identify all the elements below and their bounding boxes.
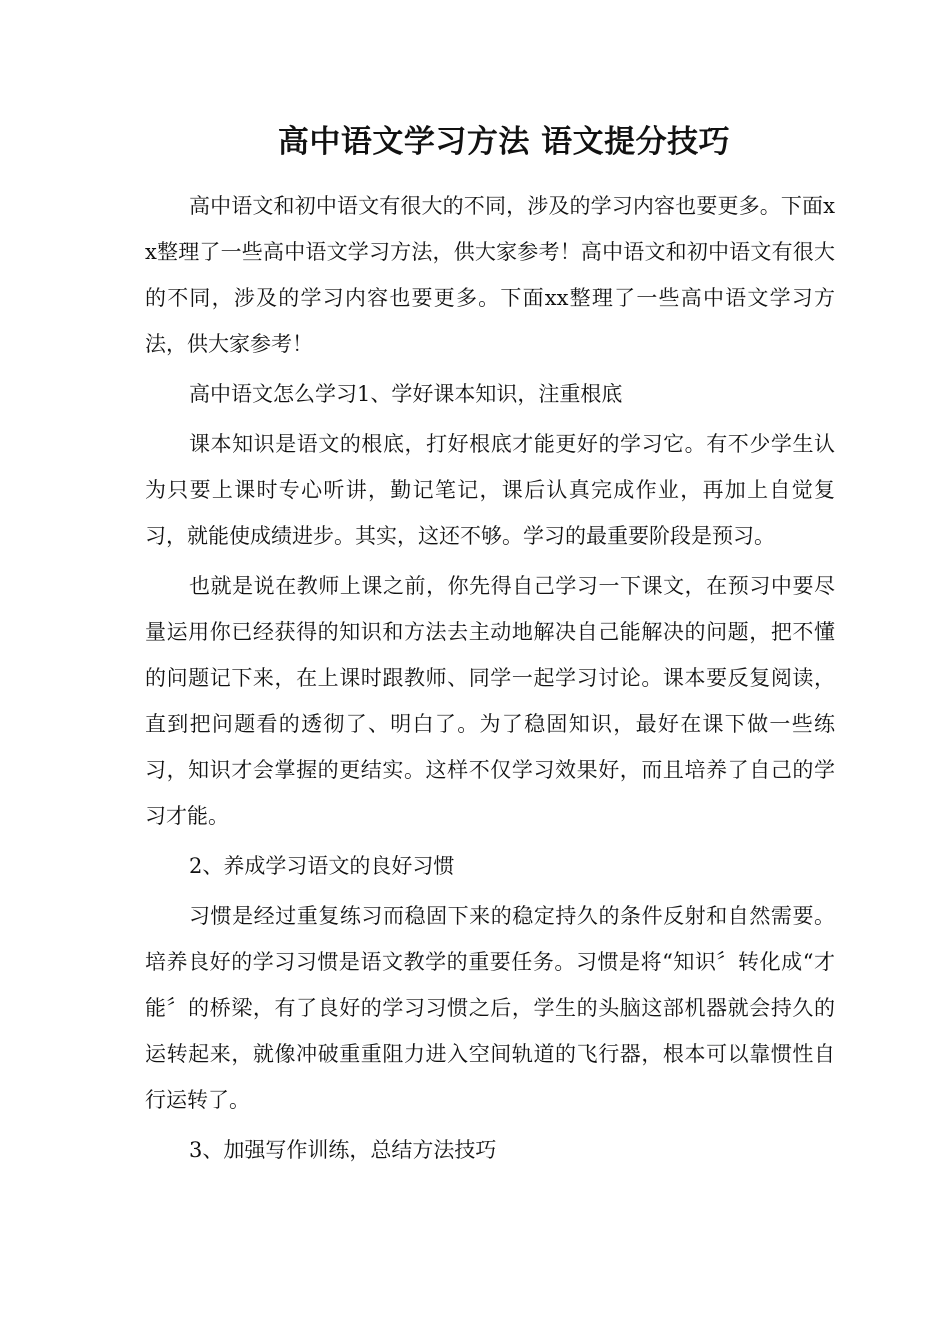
paragraph-section-3-heading: 3、加强写作训练，总结方法技巧 [189, 1138, 497, 1162]
paragraph-section-2-heading: 2、养成学习语文的良好习惯 [189, 854, 455, 878]
document-body [145, 183, 835, 1177]
paragraph-textbook-knowledge: 课本知识是语文的根底，打好根底才能更好的学习它。有不少学生认为只要上课时专心听讲，勤记笔记，课后认真完成作业，再加上自觉复习，就能使成绩进步。其实，这还不够。学习的最重要阶段是预习。 [145, 432, 835, 548]
paragraph-habits: 习惯是经过重复练习而稳固下来的稳定持久的条件反射和自然需要。培养良好的学习习惯是语文教学的重要任务。习惯是将“知识〞转化成“才能〞的桥梁，有了良好的学习习惯之后，学生的头脑这部机器就会持久的运转起来，就像冲破重重阻力进入空间轨道的飞行器，根本可以靠惯性自行运转了。 [145, 904, 835, 1112]
paragraph-section-1-heading: 高中语文怎么学习1、学好课本知识，注重根底 [189, 382, 623, 406]
paragraph-preview: 也就是说在教师上课之前，你先得自己学习一下课文，在预习中要尽量运用你已经获得的知识和方法去主动地解决自己能解决的问题，把不懂的问题记下来，在上课时跟教师、同学一起学习讨论。课本要反复阅读，直到把问题看的透彻了、明白了。为了稳固知识，最好在课下做一些练习，知识才会掌握的更结实。这样不仅学习效果好，而且培养了自己的学习才能。 [145, 574, 835, 828]
paragraph-intro: 高中语文和初中语文有很大的不同，涉及的学习内容也要更多。下面xx整理了一些高中语文学习方法，供大家参考！高中语文和初中语文有很大的不同，涉及的学习内容也要更多。下面xx整理了一些高中语文学习方法，供大家参考！ [145, 194, 835, 356]
document-title: 高中语文学习方法 语文提分技巧 [277, 124, 731, 160]
